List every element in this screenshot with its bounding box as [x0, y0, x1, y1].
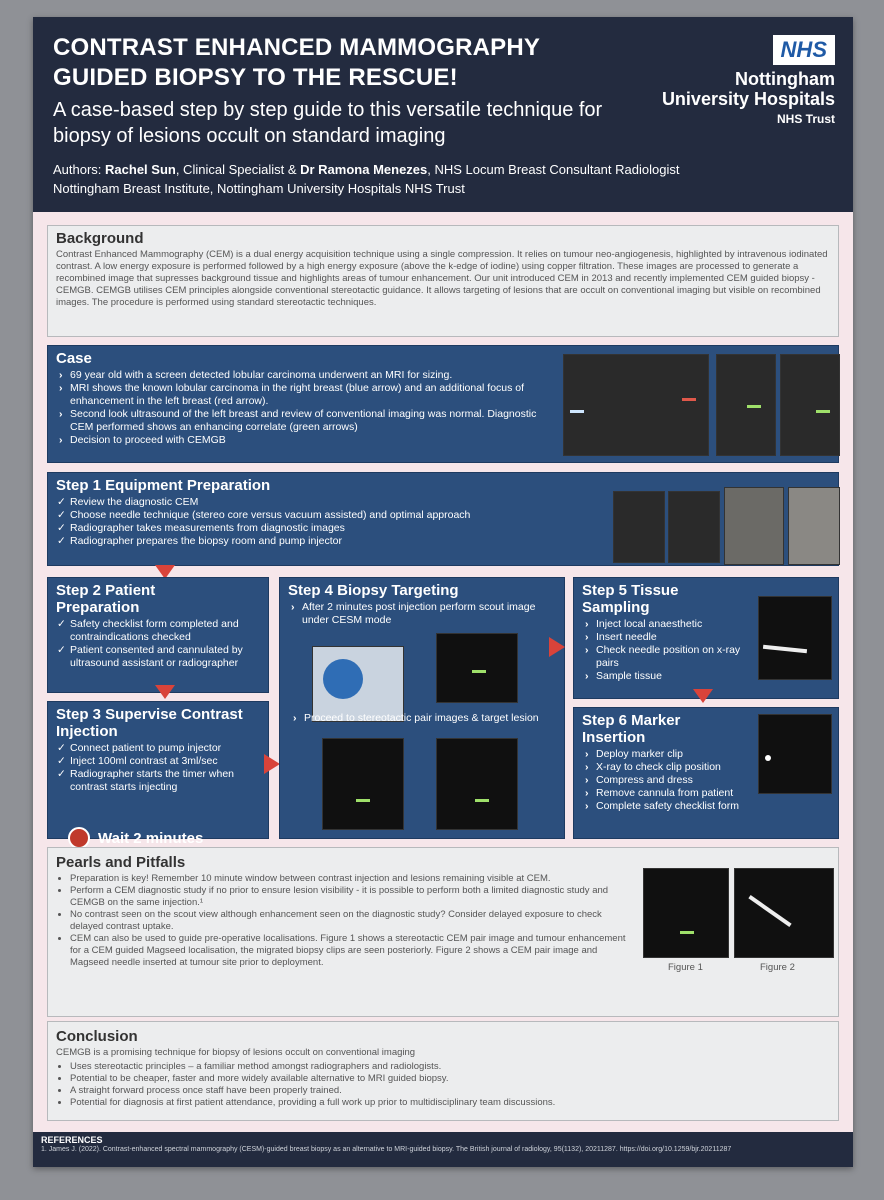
list-item: • Preparation is key! Remember 10 minute window between contrast injection and lesions remaining visible at CEM.: [70, 873, 630, 885]
list-item: • A straight forward process once staff have been properly trained.: [70, 1085, 830, 1097]
affiliation: Nottingham Breast Institute, Nottingham University Hospitals NHS Trust: [53, 181, 465, 196]
list-item: › Deploy marker clip: [596, 748, 776, 761]
list-item: ✓ Patient consented and cannulated by ultrasound assistant or radiographer: [70, 644, 260, 670]
author-1: Rachel Sun: [105, 162, 176, 177]
step1-heading: Step 1 Equipment Preparation: [56, 477, 271, 494]
step6-heading-line-2: Insertion: [582, 729, 646, 746]
stereo-pair-image-2: [436, 738, 518, 830]
diagnostic-cem-image-1: [613, 491, 665, 563]
stereo-pair-image-1: [322, 738, 404, 830]
list-item: › MRI shows the known lobular carcinoma in the right breast (blue arrow) and an additional focus of enhancement in the left breast (red arrow).: [70, 382, 560, 408]
background-text: Contrast Enhanced Mammography (CEM) is a dual energy acquisition technique using a single compression. It relies on tumour neo-angiogenesis, highlighted by intravenous iodinated contrast. A low energy exposure is performed followed by a high energy exposure (above the k-edge of iodine) using copper filtration. These images are processed to generate a recombined image that supresses background tissue and highlights areas of tumour enhancement. Our unit introduced CEM in 2013 and recently implemented CEM guided biopsy - CEMGB. CEMGB utilises CEM principles alongside conventional stereotactic guidance. It allows targeting of lesions that are occult on conventional imaging but visible on recombined images. The procedure is performed using standard stereotactic techniques.: [56, 249, 828, 308]
cem-image-1: [716, 354, 776, 456]
step1-section: [47, 472, 839, 566]
list-item: › X-ray to check clip position: [596, 761, 776, 774]
conclusion-heading: Conclusion: [56, 1028, 138, 1045]
list-item: • No contrast seen on the scout view although enhancement seen on the diagnostic study? Consider delayed exposure to check delayed contrast uptake.: [70, 909, 630, 933]
author-1-role: , Clinical Specialist &: [175, 162, 301, 177]
list-item: › Decision to proceed with CEMGB: [70, 434, 560, 447]
case-list: [56, 369, 560, 447]
green-arrow-icon: [816, 410, 830, 413]
pump-injector-photo: [788, 487, 840, 565]
step2-heading: [56, 582, 260, 616]
magseed-needle-icon: [748, 895, 791, 927]
list-item: ✓ Radiographer starts the timer when contrast starts injecting: [70, 768, 260, 794]
wait-indicator: [68, 827, 203, 849]
references-section: [33, 1132, 853, 1167]
step5-heading-line-2: Sampling: [582, 599, 650, 616]
wait-text: Wait 2 minutes: [98, 829, 204, 847]
conclusion-section: [47, 1021, 839, 1121]
step2-heading-line-1: Step 2 Patient: [56, 582, 156, 599]
figure-2-caption: Figure 2: [760, 962, 795, 973]
green-arrow-icon: [356, 799, 370, 802]
step2-section: [47, 577, 269, 693]
list-item: ✓ Connect patient to pump injector: [70, 742, 260, 755]
step3-heading: [56, 706, 260, 740]
step3-list: [56, 742, 260, 794]
mri-image: [563, 354, 709, 456]
list-item: › After 2 minutes post injection perform scout image under CESM mode: [302, 601, 556, 627]
step5-section: [573, 577, 839, 699]
poster: [33, 17, 853, 1167]
step4-heading: Step 4 Biopsy Targeting: [288, 582, 459, 599]
list-item: › Proceed to stereotactic pair images & target lesion: [304, 712, 564, 725]
step3-section: [47, 701, 269, 847]
list-item: › Sample tissue: [596, 670, 746, 683]
background-heading: Background: [56, 230, 144, 247]
step2-list: [56, 618, 260, 670]
organisation-name: [662, 69, 835, 129]
poster-subtitle: A case-based step by step guide to this versatile technique for biopsy of lesions occult on standard imaging: [53, 99, 603, 147]
stopwatch-icon: [68, 827, 90, 849]
reference-1: 1. James J. (2022). Contrast-enhanced spectral mammography (CESM)-guided breast biopsy as an alternative to MRI-guided biopsy. The British journal of radiology, 95(1132), 20211287. https://doi.org/10.1259/bjr.20211287: [41, 1146, 732, 1153]
authors-prefix: Authors:: [53, 162, 106, 177]
list-item: › Remove cannula from patient: [596, 787, 776, 800]
arrow-down-icon: [693, 689, 713, 703]
list-item: • Perform a CEM diagnostic study if no prior to ensure lesion visibility - it is possible to perform both a limited diagnostic study and CEMGB on the same injection.¹: [70, 885, 630, 909]
breast-diagram-icon: [323, 659, 363, 699]
figure-2-image: [734, 868, 834, 958]
blue-arrow-icon: [570, 410, 584, 413]
diagnostic-cem-image-2: [668, 491, 720, 563]
case-heading: Case: [56, 350, 92, 367]
arrow-right-icon: [264, 754, 280, 774]
arrow-down-icon: [155, 685, 175, 699]
conclusion-list: [56, 1061, 830, 1109]
list-item: ✓ Inject 100ml contrast at 3ml/sec: [70, 755, 260, 768]
step2-heading-line-2: Preparation: [56, 599, 140, 616]
green-arrow-icon: [680, 931, 694, 934]
author-2: Dr Ramona Menezes: [300, 162, 428, 177]
list-item: › 69 year old with a screen detected lobular carcinoma underwent an MRI for sizing.: [70, 369, 560, 382]
arrow-right-icon: [549, 637, 565, 657]
figure-1-caption: Figure 1: [668, 962, 703, 973]
list-item: • Potential for diagnosis at first patient attendance, providing a full work up prior to multidisciplinary team discussions.: [70, 1097, 830, 1109]
step3-heading-line-2: Injection: [56, 723, 118, 740]
poster-title: [53, 33, 540, 93]
list-item: ✓ Review the diagnostic CEM: [70, 496, 630, 509]
scout-screen-photo: [312, 646, 404, 722]
step3-heading-line-1: Step 3 Supervise Contrast: [56, 706, 243, 723]
green-arrow-icon: [472, 670, 486, 673]
authors: [53, 160, 813, 198]
pearls-heading: Pearls and Pitfalls: [56, 854, 186, 871]
poster-header: [33, 17, 853, 212]
step6-section: [573, 707, 839, 839]
list-item: ✓ Radiographer prepares the biopsy room and pump injector: [70, 535, 630, 548]
org-line-2: University Hospitals: [661, 89, 835, 109]
background-section: [47, 225, 839, 337]
step5-heading-line-1: Step 5 Tissue: [582, 582, 679, 599]
step5-list: [582, 618, 746, 683]
list-item: › Inject local anaesthetic: [596, 618, 746, 631]
list-item: › Second look ultrasound of the left breast and review of conventional imaging was normal. Diagnostic CEM performed shows an enhancing correlate (green arrows): [70, 408, 560, 434]
list-item: › Check needle position on x-ray pairs: [596, 644, 746, 670]
title-line-1: CONTRAST ENHANCED MAMMOGRAPHY: [53, 34, 541, 61]
list-item: › Insert needle: [596, 631, 746, 644]
org-line-1: Nottingham: [735, 69, 835, 89]
list-item: › Compress and dress: [596, 774, 776, 787]
step4-list-2: [290, 712, 564, 725]
org-line-3: NHS Trust: [776, 112, 835, 126]
case-section: [47, 345, 839, 463]
list-item: ✓ Radiographer takes measurements from diagnostic images: [70, 522, 630, 535]
green-arrow-icon: [747, 405, 761, 408]
title-line-2: GUIDED BIOPSY TO THE RESCUE!: [53, 64, 458, 91]
nhs-logo: NHS: [773, 35, 835, 65]
step6-heading-line-1: Step 6 Marker: [582, 712, 681, 729]
references-heading: REFERENCES: [41, 1135, 103, 1145]
pearls-list: [56, 873, 630, 969]
step6-list: [582, 748, 776, 813]
needle-xray-image: [758, 596, 832, 680]
step1-list: [56, 496, 630, 548]
step4-list-1: [288, 601, 556, 627]
author-2-role: , NHS Locum Breast Consultant Radiologist: [427, 162, 680, 177]
list-item: • Potential to be cheaper, faster and more widely available alternative to MRI guided biopsy.: [70, 1073, 830, 1085]
figure-1-image: [643, 868, 729, 958]
step4-section: [279, 577, 565, 839]
list-item: ✓ Safety checklist form completed and contraindications checked: [70, 618, 260, 644]
red-arrow-icon: [682, 398, 696, 401]
pearls-section: [47, 847, 839, 1017]
scout-image: [436, 633, 518, 703]
biopsy-room-photo: [724, 487, 784, 565]
marker-clip-icon: [765, 755, 771, 761]
green-arrow-icon: [475, 799, 489, 802]
cem-image-2: [780, 354, 840, 456]
needle-icon: [763, 645, 807, 654]
list-item: • CEM can also be used to guide pre-operative localisations. Figure 1 shows a stereotactic CEM pair image and tumour enhancement for a CEM guided Magseed localisation, the migrated biopsy clips are seen posteriorly. Figure 2 shows a CEM pair image and Magseed needle inserted at tumour site prior to deployment.: [70, 933, 630, 969]
list-item: › Complete safety checklist form: [596, 800, 776, 813]
marker-clip-image: [758, 714, 832, 794]
list-item: ✓ Choose needle technique (stereo core versus vacuum assisted) and optimal approach: [70, 509, 630, 522]
list-item: • Uses stereotactic principles – a familiar method amongst radiographers and radiologists.: [70, 1061, 830, 1073]
conclusion-intro: CEMGB is a promising technique for biopsy of lesions occult on conventional imaging: [56, 1047, 416, 1058]
